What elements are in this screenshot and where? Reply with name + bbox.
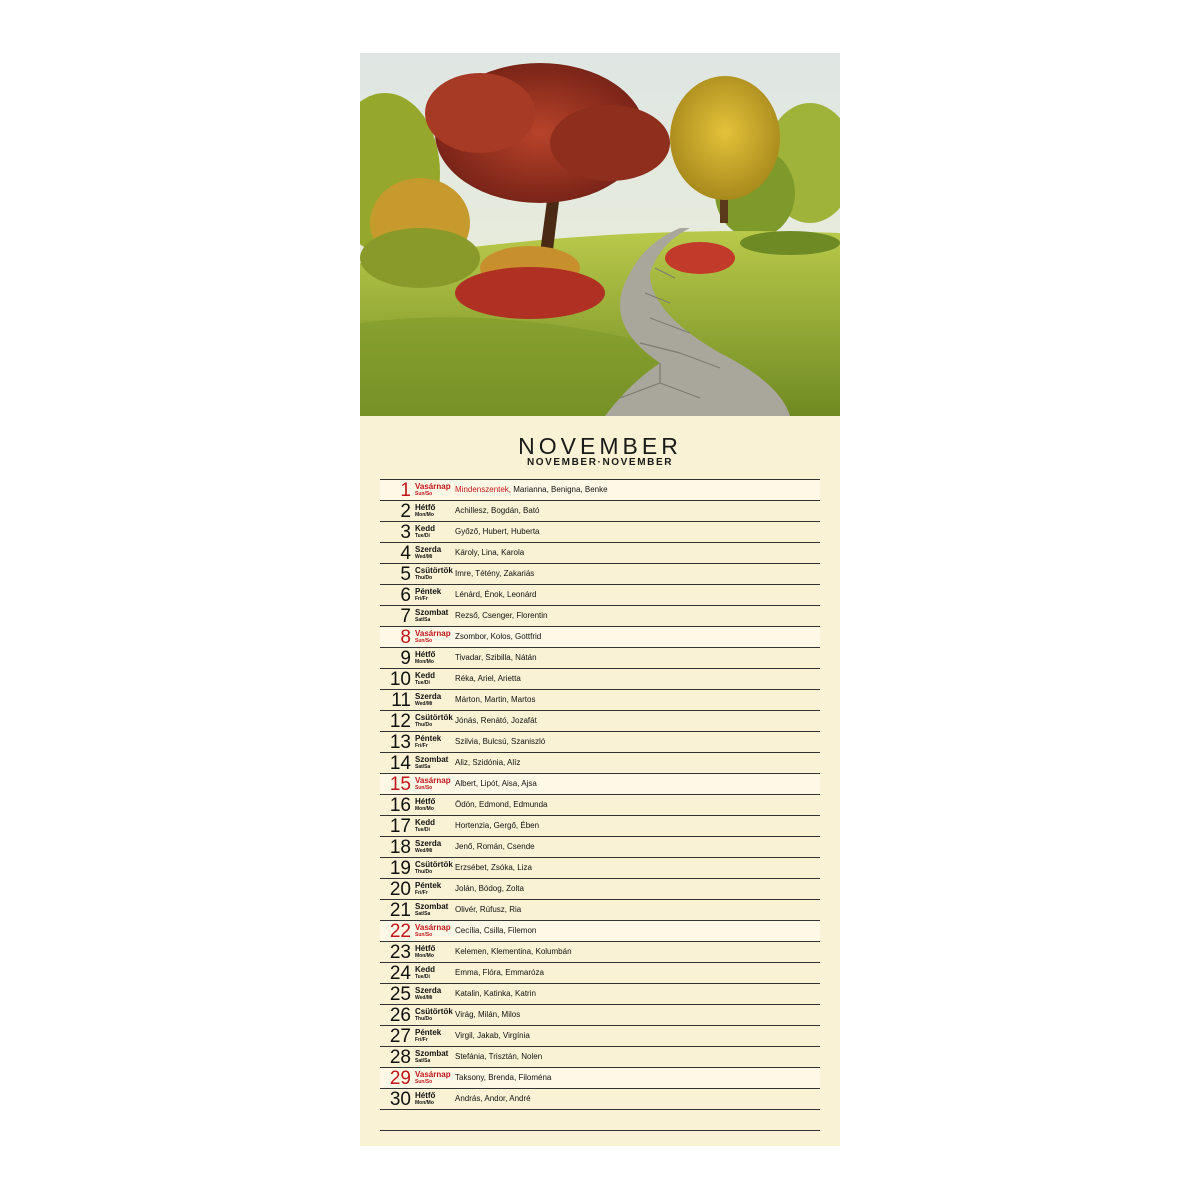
- day-number: 3: [400, 522, 411, 543]
- weekday-name: Szombat: [415, 902, 449, 911]
- day-row: [380, 921, 820, 942]
- day-number: 26: [389, 1005, 411, 1026]
- name-day-list: Virgil, Jakab, Virgínia: [455, 1031, 530, 1040]
- weekday-abbreviation: Tue/Di: [415, 680, 430, 686]
- autumn-garden-photo: [360, 53, 840, 416]
- day-row: [380, 1068, 820, 1089]
- weekday-abbreviation: Thu/Do: [415, 1016, 433, 1022]
- name-day-list: Kelemen, Klementina, Kolumbán: [455, 947, 572, 956]
- day-number: 14: [389, 753, 411, 774]
- name-day-list: Emma, Flóra, Emmaróza: [455, 968, 544, 977]
- name-day-list: Aliz, Szidónia, Alíz: [455, 758, 521, 767]
- weekday-name: Kedd: [415, 524, 435, 533]
- weekday-abbreviation: Fri/Fr: [415, 1037, 428, 1043]
- day-number: 18: [389, 837, 411, 858]
- weekday-abbreviation: Mon/Mo: [415, 806, 434, 812]
- name-day-list: Zsombor, Kolos, Gottfrid: [455, 632, 542, 641]
- weekday-abbreviation: Sat/Sa: [415, 617, 431, 623]
- empty-row: [380, 1110, 820, 1131]
- name-day-list: Marianna, Benigna, Benke: [511, 485, 608, 494]
- day-row: [380, 837, 820, 858]
- day-number: 23: [389, 942, 411, 963]
- name-days: [455, 821, 539, 831]
- day-row: [380, 606, 820, 627]
- day-row: [380, 669, 820, 690]
- day-row: [380, 480, 820, 501]
- name-days: [455, 716, 537, 726]
- weekday-name: Csütörtök: [415, 566, 453, 575]
- day-number: 21: [389, 900, 411, 921]
- day-row: [380, 690, 820, 711]
- day-row: [380, 732, 820, 753]
- day-row: [380, 564, 820, 585]
- day-number: 7: [400, 606, 411, 627]
- day-row: [380, 963, 820, 984]
- weekday-abbreviation: Sun/So: [415, 1079, 433, 1085]
- day-number: 13: [389, 732, 411, 753]
- day-list: [380, 479, 820, 1131]
- day-row: [380, 648, 820, 669]
- weekday-abbreviation: Sat/Sa: [415, 764, 431, 770]
- weekday-abbreviation: Thu/Do: [415, 575, 433, 581]
- weekday-name: Péntek: [415, 1028, 442, 1037]
- name-days: [455, 947, 572, 957]
- name-days: [455, 863, 532, 873]
- name-day-list: Károly, Lina, Karola: [455, 548, 525, 557]
- weekday-name: Péntek: [415, 734, 442, 743]
- weekday-abbreviation: Mon/Mo: [415, 512, 434, 518]
- weekday-abbreviation: Tue/Di: [415, 533, 430, 539]
- name-days: [455, 506, 540, 516]
- name-day-list: Katalin, Katinka, Katrin: [455, 989, 536, 998]
- weekday-name: Kedd: [415, 818, 435, 827]
- name-days: [455, 884, 524, 894]
- name-day-list: Ödön, Edmond, Edmunda: [455, 800, 548, 809]
- day-number: 19: [389, 858, 411, 879]
- weekday-name: Csütörtök: [415, 860, 453, 869]
- weekday-name: Szombat: [415, 1049, 449, 1058]
- day-row: [380, 1026, 820, 1047]
- weekday-abbreviation: Fri/Fr: [415, 743, 428, 749]
- day-row: [380, 522, 820, 543]
- weekday-abbreviation: Sun/So: [415, 932, 433, 938]
- name-days: [455, 590, 536, 600]
- day-number: 2: [400, 501, 411, 522]
- weekday-abbreviation: Wed/Mi: [415, 701, 433, 707]
- name-day-list: Tivadar, Szibilla, Nátán: [455, 653, 537, 662]
- weekday-name: Csütörtök: [415, 1007, 453, 1016]
- day-number: 4: [400, 543, 411, 564]
- weekday-name: Hétfő: [415, 503, 436, 512]
- weekday-name: Szerda: [415, 986, 442, 995]
- day-row: [380, 942, 820, 963]
- day-number: 6: [400, 585, 411, 606]
- day-row: [380, 543, 820, 564]
- weekday-abbreviation: Wed/Mi: [415, 848, 433, 854]
- day-row: [380, 795, 820, 816]
- name-days: [455, 737, 545, 747]
- name-days: [455, 569, 534, 579]
- weekday-name: Szerda: [415, 839, 442, 848]
- weekday-name: Péntek: [415, 587, 442, 596]
- name-days: [455, 989, 536, 999]
- day-number: 5: [400, 564, 411, 585]
- day-number: 17: [389, 816, 411, 837]
- weekday-abbreviation: Tue/Di: [415, 827, 430, 833]
- day-number: 27: [389, 1026, 411, 1047]
- holiday-name: Mindenszentek,: [455, 485, 512, 494]
- name-day-list: Olivér, Rúfusz, Ria: [455, 905, 522, 914]
- month-subtitle: NOVEMBER·NOVEMBER: [526, 457, 674, 468]
- name-days: [455, 779, 537, 789]
- weekday-abbreviation: Sun/So: [415, 638, 433, 644]
- weekday-abbreviation: Sun/So: [415, 785, 433, 791]
- name-days: [455, 1073, 551, 1083]
- weekday-abbreviation: Mon/Mo: [415, 1100, 434, 1106]
- day-number: 12: [389, 711, 411, 732]
- weekday-abbreviation: Wed/Mi: [415, 995, 433, 1001]
- weekday-abbreviation: Sat/Sa: [415, 1058, 431, 1064]
- name-days: [455, 674, 521, 684]
- weekday-abbreviation: Wed/Mi: [415, 554, 433, 560]
- name-day-list: Győző, Hubert, Huberta: [455, 527, 540, 536]
- weekday-name: Csütörtök: [415, 713, 453, 722]
- name-days: [455, 800, 548, 810]
- weekday-name: Szerda: [415, 545, 442, 554]
- day-row: [380, 1047, 820, 1068]
- name-days: [455, 1052, 542, 1062]
- day-number: 8: [400, 627, 411, 648]
- name-day-list: Jónás, Renátó, Jozafát: [455, 716, 537, 725]
- day-number: 20: [389, 879, 411, 900]
- name-days: [455, 1010, 520, 1020]
- day-number: 15: [389, 774, 411, 795]
- weekday-name: Hétfő: [415, 650, 436, 659]
- day-row: [380, 1089, 820, 1110]
- weekday-abbreviation: Sun/So: [415, 491, 433, 497]
- weekday-abbreviation: Mon/Mo: [415, 953, 434, 959]
- month-title: NOVEMBER: [518, 433, 682, 459]
- weekday-name: Szerda: [415, 692, 442, 701]
- day-number: 29: [389, 1068, 411, 1089]
- weekday-name: Hétfő: [415, 1091, 436, 1100]
- name-day-list: Stefánia, Trisztán, Nolen: [455, 1052, 543, 1061]
- weekday-name: Kedd: [415, 965, 435, 974]
- day-row: [380, 858, 820, 879]
- weekday-name: Hétfő: [415, 944, 436, 953]
- name-days: [455, 527, 539, 537]
- name-day-list: Cecília, Csilla, Filemon: [455, 926, 537, 935]
- weekday-abbreviation: Sat/Sa: [415, 911, 431, 917]
- day-row: [380, 900, 820, 921]
- day-row: [380, 879, 820, 900]
- name-day-list: Albert, Lipót, Aisa, Ajsa: [455, 779, 537, 788]
- day-row: [380, 774, 820, 795]
- name-day-list: Lénárd, Énok, Leonárd: [455, 590, 537, 599]
- day-number: 24: [389, 963, 411, 984]
- day-number: 9: [400, 648, 411, 669]
- name-days: [455, 632, 541, 642]
- name-days: [455, 758, 520, 768]
- weekday-name: Péntek: [415, 881, 442, 890]
- name-days: [455, 485, 608, 495]
- weekday-name: Vasárnap: [415, 923, 451, 932]
- day-row: [380, 816, 820, 837]
- day-number: 25: [389, 984, 411, 1005]
- weekday-abbreviation: Tue/Di: [415, 974, 430, 980]
- weekday-name: Vasárnap: [415, 776, 451, 785]
- name-day-list: Hortenzia, Gergő, Ében: [455, 821, 540, 830]
- wall-calendar-page: [360, 53, 840, 1146]
- day-row: [380, 1005, 820, 1026]
- name-days: [455, 611, 548, 621]
- day-number: 10: [389, 669, 411, 690]
- day-number: 22: [389, 921, 411, 942]
- name-day-list: Virág, Milán, Milos: [455, 1010, 521, 1019]
- name-days: [455, 842, 535, 852]
- name-day-list: Imre, Tétény, Zakariás: [455, 569, 535, 578]
- weekday-abbreviation: Fri/Fr: [415, 890, 428, 896]
- name-days: [455, 968, 544, 978]
- name-days: [455, 548, 524, 558]
- weekday-name: Szombat: [415, 608, 449, 617]
- weekday-abbreviation: Mon/Mo: [415, 659, 434, 665]
- weekday-name: Szombat: [415, 755, 449, 764]
- day-row: [380, 501, 820, 522]
- day-number: 16: [389, 795, 411, 816]
- weekday-name: Hétfő: [415, 797, 436, 806]
- name-day-list: Erzsébet, Zsóka, Liza: [455, 863, 532, 872]
- day-row: [380, 753, 820, 774]
- name-days: [455, 1031, 530, 1041]
- name-days: [455, 1094, 531, 1104]
- weekday-name: Vasárnap: [415, 1070, 451, 1079]
- name-days: [455, 653, 537, 663]
- garden-illustration: [360, 53, 840, 416]
- day-number: 28: [389, 1047, 411, 1068]
- day-row: [380, 585, 820, 606]
- name-day-list: András, Andor, André: [455, 1094, 531, 1103]
- weekday-abbreviation: Thu/Do: [415, 869, 433, 875]
- weekday-abbreviation: Fri/Fr: [415, 596, 428, 602]
- name-day-list: Réka, Ariel, Arietta: [455, 674, 521, 683]
- name-day-list: Achillesz, Bogdán, Bató: [455, 506, 540, 515]
- weekday-name: Kedd: [415, 671, 435, 680]
- name-day-list: Jenő, Román, Csende: [455, 842, 535, 851]
- name-days: [455, 905, 521, 915]
- name-days: [455, 926, 536, 936]
- name-day-list: Taksony, Brenda, Filoména: [455, 1073, 552, 1082]
- name-day-list: Rezső, Csenger, Florentin: [455, 611, 548, 620]
- name-day-list: Jolán, Bódog, Zolta: [455, 884, 524, 893]
- name-day-list: Márton, Martin, Martos: [455, 695, 536, 704]
- name-day-list: Szilvia, Bulcsú, Szaniszló: [455, 737, 546, 746]
- day-number: 30: [389, 1089, 411, 1110]
- day-row: [380, 627, 820, 648]
- day-number: 11: [391, 690, 411, 711]
- weekday-name: Vasárnap: [415, 482, 451, 491]
- weekday-abbreviation: Thu/Do: [415, 722, 433, 728]
- day-row: [380, 984, 820, 1005]
- weekday-name: Vasárnap: [415, 629, 451, 638]
- day-number: 1: [400, 480, 411, 501]
- name-days: [455, 695, 535, 705]
- day-row: [380, 711, 820, 732]
